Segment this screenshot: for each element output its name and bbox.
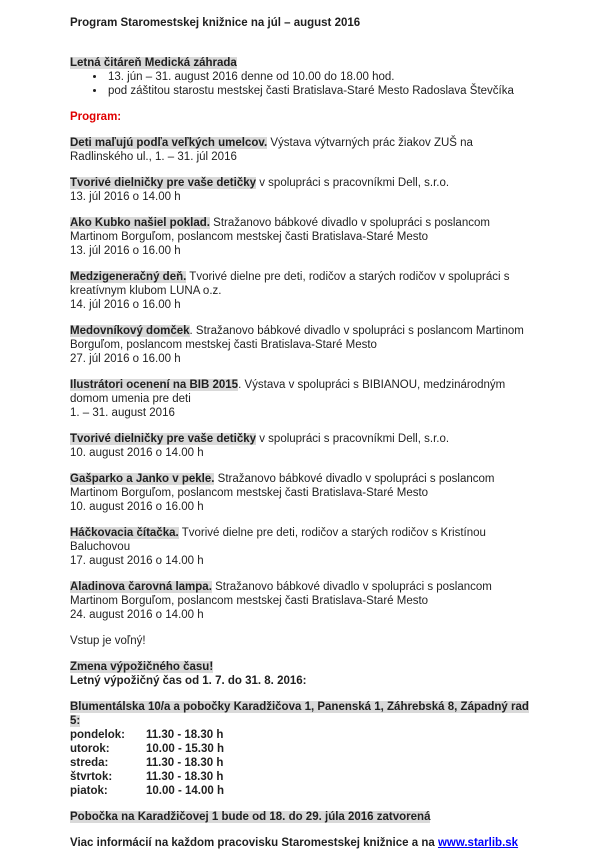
event-date: 10. august 2016 o 14.00 h (70, 447, 204, 459)
event-description: v spolupráci s pracovníkmi Dell, s.r.o. (256, 177, 450, 189)
event-description: . Výstava v spolupráci s BIBIANOU, medzinárodným domom umenia pre deti (70, 379, 506, 405)
event-description: Tvorivé dielne pre deti, rodičov a starých rodičov v spolupráci s kreatívnym klubom LUNA o.z. (70, 271, 510, 297)
schedule-day: pondelok: (70, 729, 125, 741)
closure-note: Pobočka na Karadžičovej 1 bude od 18. do 29. júla 2016 zatvorená (70, 811, 431, 823)
summer-reading-room-heading: Letná čitáreň Medická záhrada (70, 57, 237, 69)
bullet-item-patronage: • pod záštitou starostu mestskej časti Bratislava-Staré Mesto Radoslava Števčíka (106, 84, 538, 98)
schedule-day: štvrtok: (70, 771, 113, 783)
schedule-row-wednesday (70, 756, 538, 770)
event-date: 24. august 2016 o 14.00 h (70, 609, 204, 621)
event-date: 10. august 2016 o 16.00 h (70, 501, 204, 513)
event-title: Deti maľujú podľa veľkých umelcov. (70, 137, 268, 149)
schedule-row-thursday (70, 770, 538, 784)
event-title: Medovníkový domček (70, 325, 190, 337)
bullet-item-dates: • 13. jún – 31. august 2016 denne od 10.00 do 18.00 hod. (106, 70, 538, 84)
event-ako-kubko (70, 216, 538, 258)
event-medzigeneracny-den (70, 270, 538, 312)
event-description: Stražanovo bábkové divadlo v spolupráci s poslancom Martinom Borguľom, poslancom mestskej časti Bratislava-Staré Mesto (70, 473, 495, 499)
event-description: Stražanovo bábkové divadlo v spolupráci s poslancom Martinom Borguľom, poslancom mestskej časti Bratislava-Staré Mesto (70, 217, 490, 243)
loan-time-change-section (70, 660, 538, 688)
event-tvorive-dielnicky-jul (70, 176, 538, 204)
schedule-hours: 11.30 - 18.30 h (146, 757, 224, 769)
locations-heading: Blumentálska 10/a a pobočky Karadžičova 1, Panenská 1, Záhrebská 8, Západný rad 5: (70, 701, 529, 727)
event-aladinova-lampa (70, 580, 538, 622)
program-label: Program: (70, 111, 122, 123)
event-date: 13. júl 2016 o 16.00 h (70, 245, 181, 257)
event-tvorive-dielnicky-august (70, 432, 538, 460)
event-hackovacia-citacka (70, 526, 538, 568)
event-title: Aladinova čarovná lampa. (70, 581, 212, 593)
event-description: Tvorivé dielne pre deti, rodičov a starých rodičov s Kristínou Baluchovou (70, 527, 486, 553)
event-date: 13. júl 2016 o 14.00 h (70, 191, 181, 203)
more-info-text: Viac informácií na každom pracovisku Staromestskej knižnice a na (70, 837, 438, 849)
schedule-hours: 11.30 - 18.30 h (146, 729, 224, 741)
schedule-hours: 11.30 - 18.30 h (146, 771, 224, 783)
event-title: Gašparko a Janko v pekle. (70, 473, 215, 485)
schedule-day: piatok: (70, 785, 108, 797)
event-title: Ako Kubko našiel poklad. (70, 217, 210, 229)
schedule-hours: 10.00 - 15.30 h (146, 743, 224, 755)
event-description: . Stražanovo bábkové divadlo v spolupráci s poslancom Martinom Borguľom, poslancom mestskej časti Bratislava-Staré Mesto (70, 325, 524, 351)
event-date: 17. august 2016 o 14.00 h (70, 555, 204, 567)
event-ilustratori-bib (70, 378, 538, 420)
event-title: Medzigeneračný deň. (70, 271, 187, 283)
event-title: Ilustrátori ocenení na BIB 2015 (70, 379, 239, 391)
event-date: 1. – 31. august 2016 (70, 407, 175, 419)
schedule-row-tuesday (70, 742, 538, 756)
schedule-hours: 10.00 - 14.00 h (146, 785, 224, 797)
summer-reading-room-bullets (70, 70, 538, 98)
event-title: Tvorivé dielničky pre vaše detičky (70, 433, 257, 445)
event-description: Stražanovo bábkové divadlo v spolupráci s poslancom Martinom Borguľom, poslancom mestskej časti Bratislava-Staré Mesto (70, 581, 492, 607)
loan-time-subheading: Letný výpožičný čas od 1. 7. do 31. 8. 2016: (70, 675, 307, 687)
more-info-line (70, 836, 538, 849)
opening-hours-table (70, 728, 538, 798)
page-title: Program Staromestskej knižnice na júl – august 2016 (70, 17, 361, 29)
summer-reading-room-section (70, 56, 538, 70)
event-date: 27. júl 2016 o 16.00 h (70, 353, 181, 365)
admission-note: Vstup je voľný! (70, 635, 146, 647)
schedule-day: utorok: (70, 743, 110, 755)
event-deti-maluju (70, 136, 538, 164)
loan-time-change-heading: Zmena výpožičného času! (70, 661, 214, 673)
locations-heading-line (70, 700, 538, 728)
schedule-row-friday (70, 784, 538, 798)
event-description: Výstava výtvarných prác žiakov ZUŠ na Radlinského ul., 1. – 31. júl 2016 (70, 137, 473, 163)
closure-note-line (70, 810, 538, 824)
event-title: Háčkovacia čítačka. (70, 527, 179, 539)
event-title: Tvorivé dielničky pre vaše detičky (70, 177, 257, 189)
schedule-row-monday (70, 728, 538, 742)
event-description: v spolupráci s pracovníkmi Dell, s.r.o. (256, 433, 450, 445)
document-content (70, 16, 538, 849)
starlib-link[interactable]: www.starlib.sk (437, 837, 519, 849)
event-gasparko-janko (70, 472, 538, 514)
event-medovnikovy-domcek (70, 324, 538, 366)
schedule-day: streda: (70, 757, 109, 769)
event-date: 14. júl 2016 o 16.00 h (70, 299, 181, 311)
